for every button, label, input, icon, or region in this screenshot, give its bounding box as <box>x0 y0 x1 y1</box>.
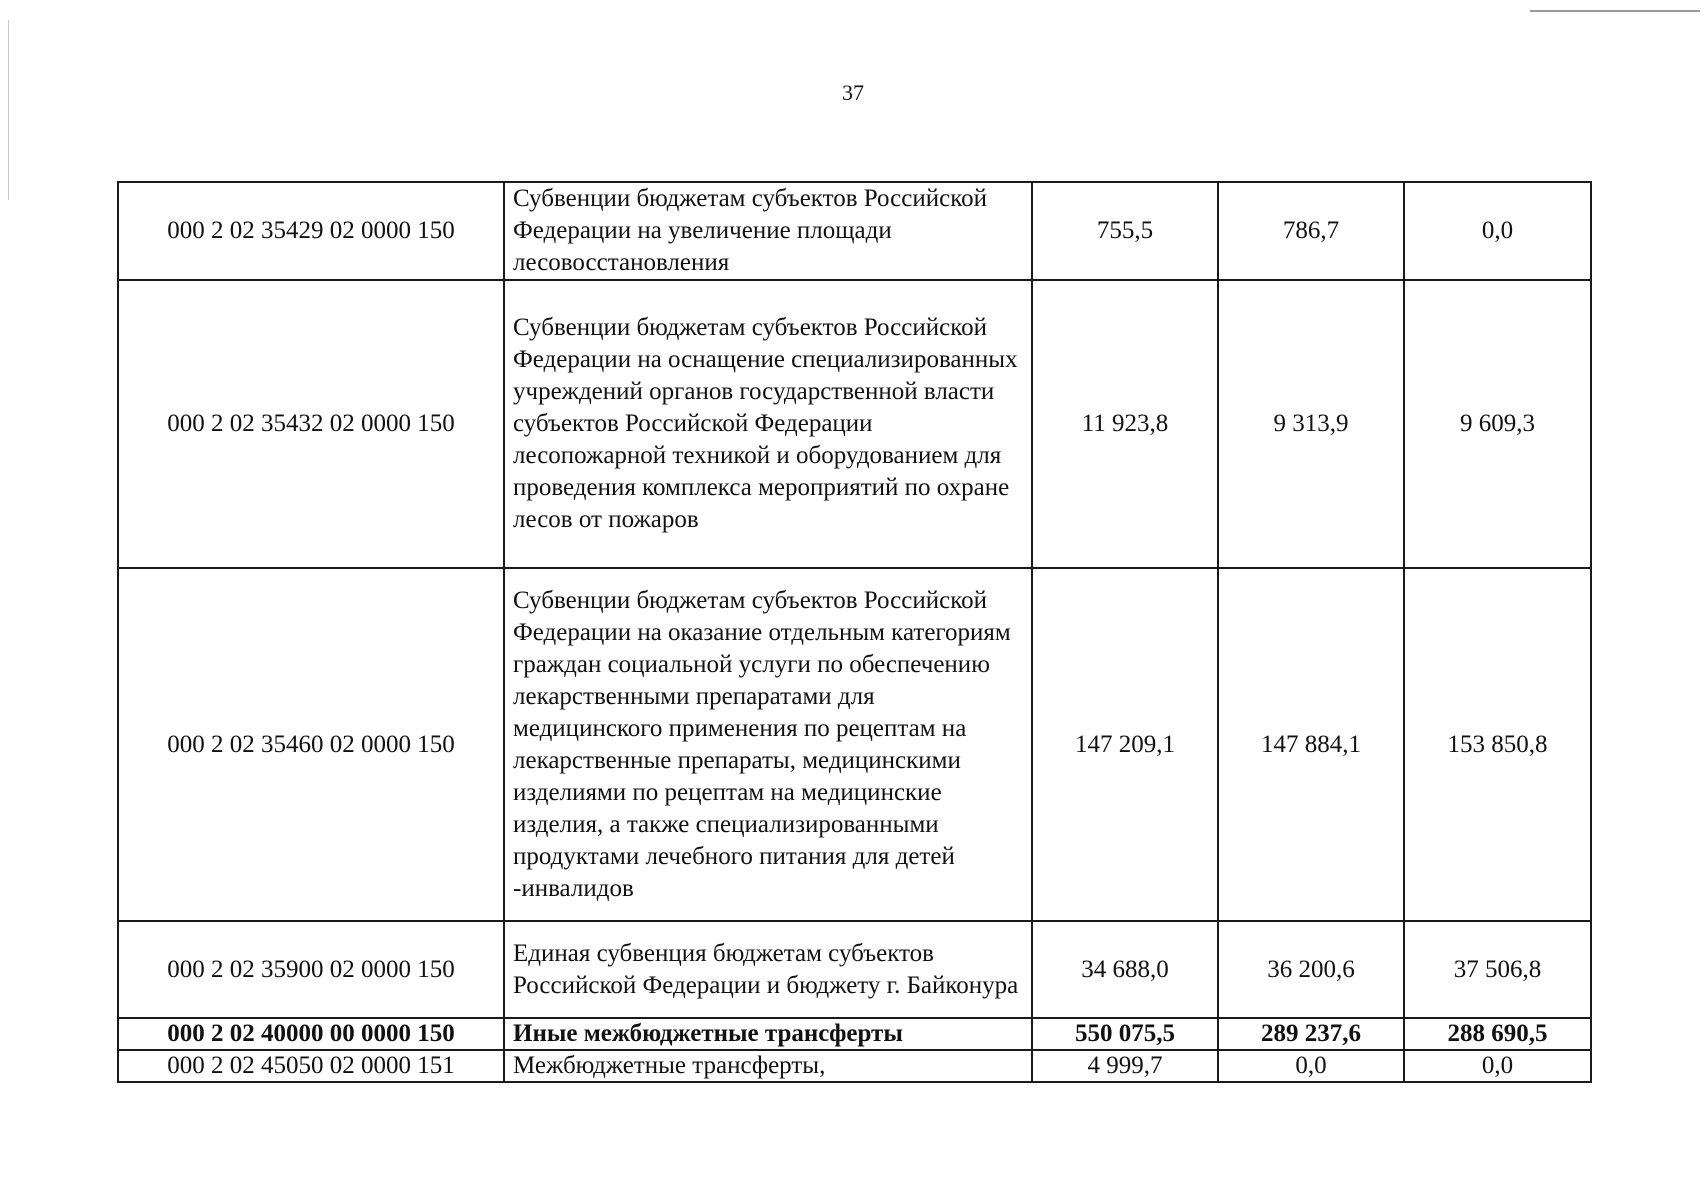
budget-table <box>117 181 1592 1083</box>
description-cell: Единая субвенция бюджетам субъектов Российской Федерации и бюджету г. Байконура <box>504 921 1032 1018</box>
table-row <box>118 1050 1591 1082</box>
description-cell: Субвенции бюджетам субъектов Российской Федерации на оказание отдельным категориям граждан социальной услуги по обеспечению лекарственными препаратами для медицинского применения по рецептам на лекарственные препараты, медицинскими изделиями по рецептам на медицинские изделия, а также специализированными продуктами лечебного питания для детей -инвалидов <box>504 568 1032 921</box>
amount-cell-1: 11 923,8 <box>1032 280 1218 568</box>
description-cell: Субвенции бюджетам субъектов Российской Федерации на оснащение специализированных учреждений органов государственной власти субъектов Российской Федерации лесопожарной техникой и оборудованием для проведения комплекса мероприятий по охране лесов от пожаров <box>504 280 1032 568</box>
budget-code-cell: 000 2 02 35900 02 0000 150 <box>118 921 504 1018</box>
table-row <box>118 921 1591 1018</box>
amount-cell-3: 37 506,8 <box>1404 921 1591 1018</box>
amount-cell-3: 0,0 <box>1404 1050 1591 1082</box>
amount-cell-2: 9 313,9 <box>1218 280 1404 568</box>
amount-cell-1: 755,5 <box>1032 182 1218 280</box>
amount-cell-2: 289 237,6 <box>1218 1018 1404 1050</box>
budget-code-cell: 000 2 02 35460 02 0000 150 <box>118 568 504 921</box>
scan-edge-top <box>1530 10 1700 12</box>
amount-cell-2: 786,7 <box>1218 182 1404 280</box>
table-row <box>118 280 1591 568</box>
amount-cell-3: 0,0 <box>1404 182 1591 280</box>
amount-cell-1: 4 999,7 <box>1032 1050 1218 1082</box>
amount-cell-2: 36 200,6 <box>1218 921 1404 1018</box>
amount-cell-1: 34 688,0 <box>1032 921 1218 1018</box>
amount-cell-2: 0,0 <box>1218 1050 1404 1082</box>
amount-cell-1: 147 209,1 <box>1032 568 1218 921</box>
amount-cell-1: 550 075,5 <box>1032 1018 1218 1050</box>
budget-code-cell: 000 2 02 45050 02 0000 151 <box>118 1050 504 1082</box>
budget-code-cell: 000 2 02 35429 02 0000 150 <box>118 182 504 280</box>
page-number: 37 <box>842 80 864 105</box>
description-cell: Межбюджетные трансферты, <box>504 1050 1032 1082</box>
scan-edge-left <box>8 20 9 200</box>
amount-cell-3: 288 690,5 <box>1404 1018 1591 1050</box>
amount-cell-3: 9 609,3 <box>1404 280 1591 568</box>
description-cell: Иные межбюджетные трансферты <box>504 1018 1032 1050</box>
table-row <box>118 568 1591 921</box>
table-row <box>118 182 1591 280</box>
budget-code-cell: 000 2 02 40000 00 0000 150 <box>118 1018 504 1050</box>
amount-cell-2: 147 884,1 <box>1218 568 1404 921</box>
budget-code-cell: 000 2 02 35432 02 0000 150 <box>118 280 504 568</box>
table-row-total <box>118 1018 1591 1050</box>
amount-cell-3: 153 850,8 <box>1404 568 1591 921</box>
description-cell: Субвенции бюджетам субъектов Российской Федерации на увеличение площади лесовосстановления <box>504 182 1032 280</box>
